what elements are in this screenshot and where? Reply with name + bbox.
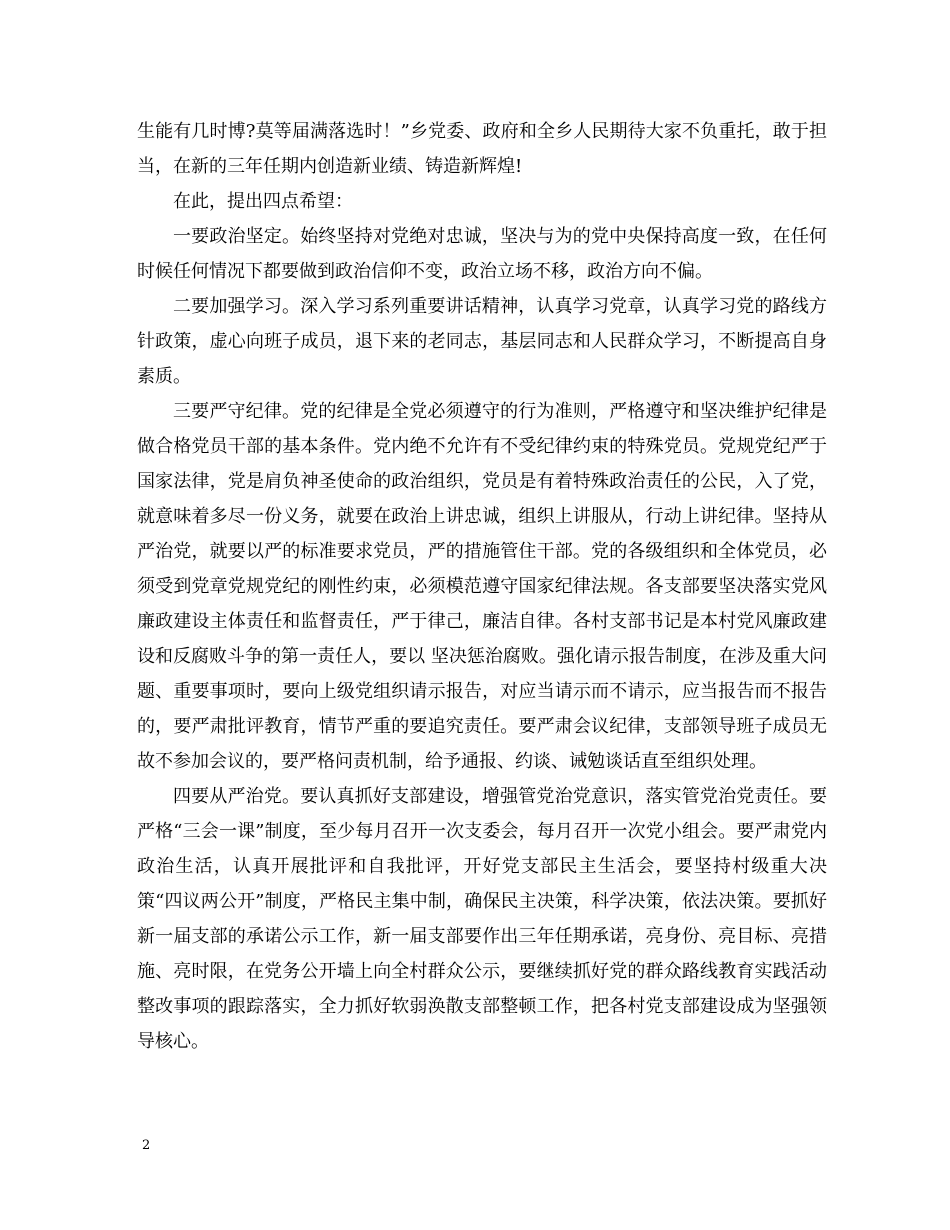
paragraph-discipline: 三要严守纪律。党的纪律是全党必须遵守的行为准则，严格遵守和坚决维护纪律是做合格党员干部的基本条件。党内绝不允许有不受纪律约束的特殊党员。党规党纪严于国家法律，党是肩负神圣使命的政治组织，党员是有着特殊政治责任的公民，入了党，就意味着多尽一份义务，就要在政治上讲忠诚，组织上讲服从，行动上讲纪律。坚持从严治党，就要以严的标准要求党员，严的措施管住干部。党的各级组织和全体党员，必须受到党章党规党纪的刚性约束，必须模范遵守国家纪律法规。各支部要坚决落实党风廉政建设主体责任和监督责任，严于律己，廉洁自律。各村支部书记是本村党风廉政建设和反腐败斗争的第一责任人，要以 坚决惩治腐败。强化请示报告制度，在涉及重大问题、重要事项时，要向上级党组织请示报告，对应当请示而不请示，应当报告而不报告的，要严肃批评教育，情节严重的要追究责任。要严肃会议纪律，支部领导班子成员无故不参加会议的，要严格问责机制，给予通报、约谈、诫勉谈话直至组织处理。 xyxy=(137,401,827,772)
page-number: 2 xyxy=(142,1138,151,1153)
paragraph-political-firmness: 一要政治坚定。始终坚持对党绝对忠诚，坚决与为的党中央保持高度一致，在任何时候任何情况下都要做到政治信仰不变，政治立场不移，政治方向不偏。 xyxy=(137,226,827,282)
paragraph-intro: 在此，提出四点希望： xyxy=(173,191,353,212)
paragraph-continuation: 生能有几时博?莫等届满落选时！”乡党委、政府和全乡人民期待大家不负重托，敢于担当，在新的三年任期内创造新业绩、铸造新辉煌! xyxy=(137,121,827,177)
paragraph-strict-governance: 四要从严治党。要认真抓好支部建设，增强管党治党意识，落实管党治党责任。要严格“三会一课”制度，至少每月召开一次支委会，每月召开一次党小组会。要严肃党内政治生活，认真开展批评和自我批评，开好党支部民主生活会，要坚持村级重大决策“四议两公开”制度，严格民主集中制，确保民主决策，科学决策，依法决策。要抓好新一届支部的承诺公示工作，新一届支部要作出三年任期承诺，亮身份、亮目标、亮措施、亮时限，在党务公开墙上向全村群众公示，要继续抓好党的群众路线教育实践活动整改事项的跟踪落实，全力抓好软弱涣散支部整顿工作，把各村党支部建设成为坚强领导核心。 xyxy=(137,786,827,1052)
paragraph-strengthen-learning: 二要加强学习。深入学习系列重要讲话精神，认真学习党章，认真学习党的路线方针政策，虚心向班子成员，退下来的老同志，基层同志和人民群众学习，不断提高自身素质。 xyxy=(137,296,827,387)
document-body xyxy=(137,114,827,1059)
